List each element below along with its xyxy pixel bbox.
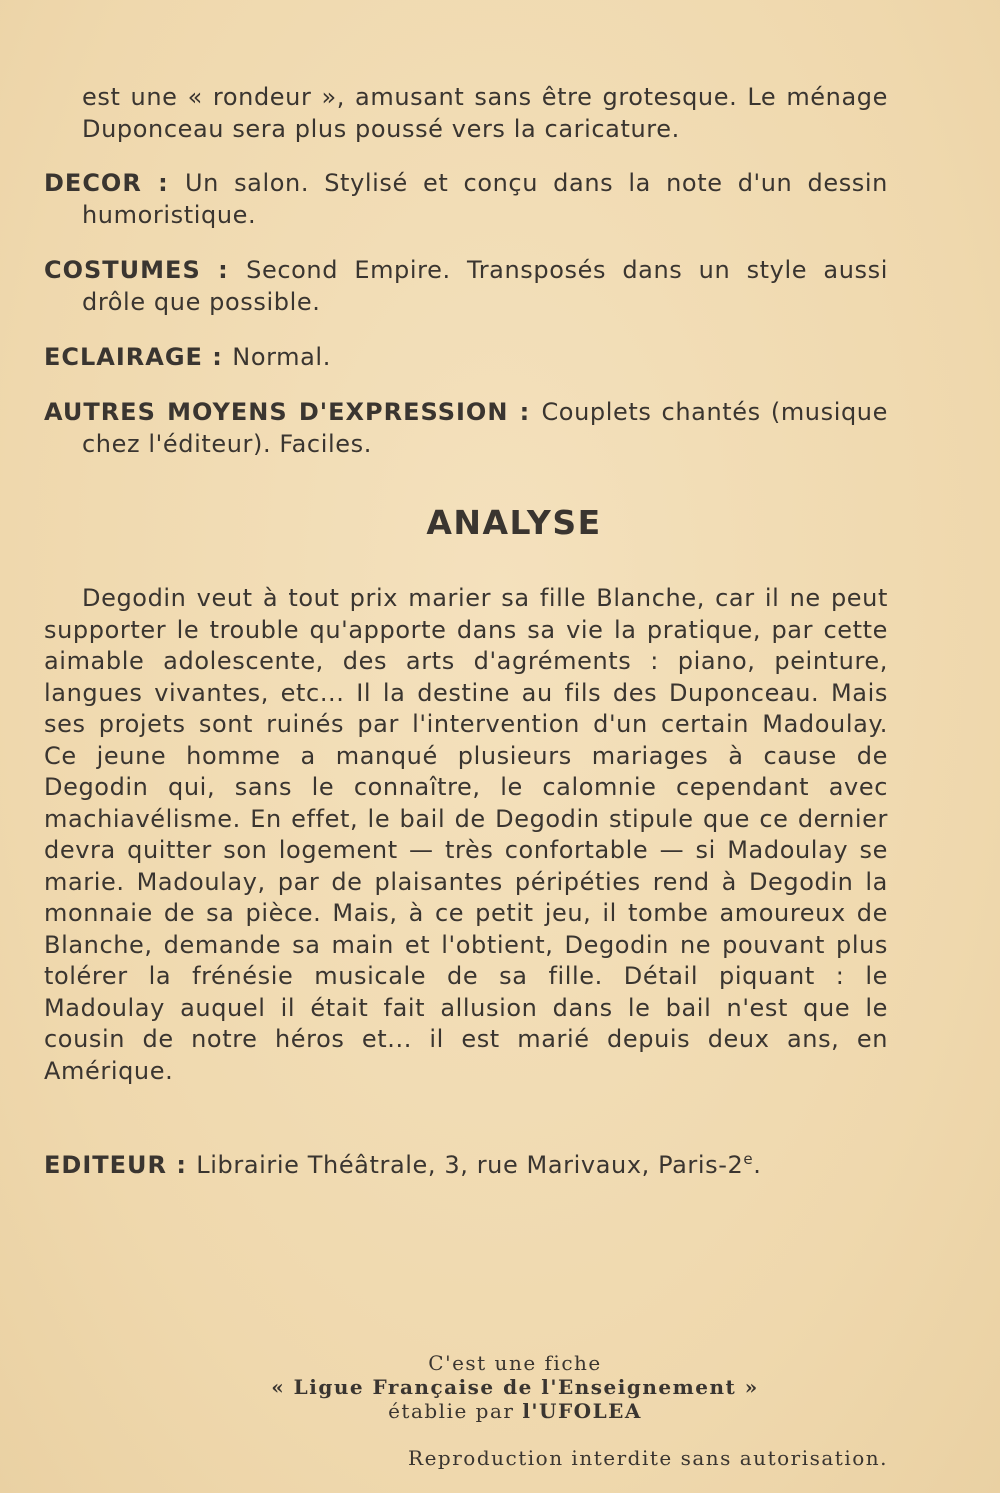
intro-paragraph: est une « rondeur », amusant sans être grotesque. Le ménage Duponceau sera plus poussé vers la caricature. [82, 83, 888, 143]
reproduction-notice: Reproduction interdite sans autorisation. [408, 1446, 888, 1470]
superscript: e [743, 1150, 754, 1168]
section-heading-analyse: ANALYSE [426, 503, 602, 542]
analyse-paragraph: Degodin veut à tout prix marier sa fille Blanche, car il ne peut supporter le trouble qu'apporte dans sa vie la pratique, par cette aimable adolescente, des arts d'agréments : piano, peinture, langues vivantes, etc... Il la destine au fils des Duponceau. Mais ses projets sont ruinés par l'intervention d'un certain Madoulay. Ce jeune homme a manqué plusieurs mariages à cause de Degodin qui, sans le connaître, le calomnie cependant avec machiavélisme. En effet, le bail de Degodin stipule que ce dernier devra quitter son logement — très confortable — si Madoulay se marie. Madoulay, par de plaisantes péripéties rend à Degodin la monnaie de sa pièce. Mais, à ce petit jeu, il tombe amoureux de Blanche, demande sa main et l'obtient, Degodin ne pouvant plus tolérer la frénésie musicale de sa fille. Détail piquant : le Madoulay auquel il était fait allusion dans le bail n'est que le cousin de notre héros et... il est marié depuis deux ans, en Amérique. [44, 584, 888, 1085]
field-text: Second Empire. Transposés dans un style aussi drôle que possible. [82, 256, 888, 316]
footer-line-2: « Ligue Française de l'Enseignement » [271, 1375, 759, 1399]
field-label: EDITEUR [44, 1151, 167, 1179]
field-text: Un salon. Stylisé et conçu dans la note d'un dessin humoristique. [82, 169, 888, 229]
field-label: ECLAIRAGE [44, 343, 203, 371]
footer-line-3: établie par l'UFOLEA [388, 1399, 642, 1423]
field-text: Normal. [232, 343, 331, 371]
field-eclairage: ECLAIRAGE : Normal. [44, 343, 331, 371]
field-label: DECOR [44, 169, 142, 197]
intro-block [44, 82, 888, 145]
field-decor: DECOR : Un salon. Stylisé et conçu dans la note d'un dessin humoristique. [44, 169, 888, 229]
footer-credit [0, 1351, 1000, 1423]
analyse-block [44, 583, 888, 1087]
field-text: Librairie Théâtrale, 3, rue Marivaux, Paris-2 [196, 1151, 744, 1179]
field-label: COSTUMES [44, 256, 201, 284]
field-costumes: COSTUMES : Second Empire. Transposés dans un style aussi drôle que possible. [44, 256, 888, 316]
field-label: AUTRES MOYENS D'EXPRESSION [44, 398, 509, 426]
field-editeur: EDITEUR : Librairie Théâtrale, 3, rue Marivaux, Paris-2e. [44, 1150, 762, 1179]
field-autres-moyens: AUTRES MOYENS D'EXPRESSION : Couplets chantés (musique chez l'éditeur). Faciles. [44, 398, 888, 458]
field-text: Couplets chantés (musique chez l'éditeur). Faciles. [82, 398, 888, 458]
footer-line-1: C'est une fiche [428, 1351, 602, 1375]
